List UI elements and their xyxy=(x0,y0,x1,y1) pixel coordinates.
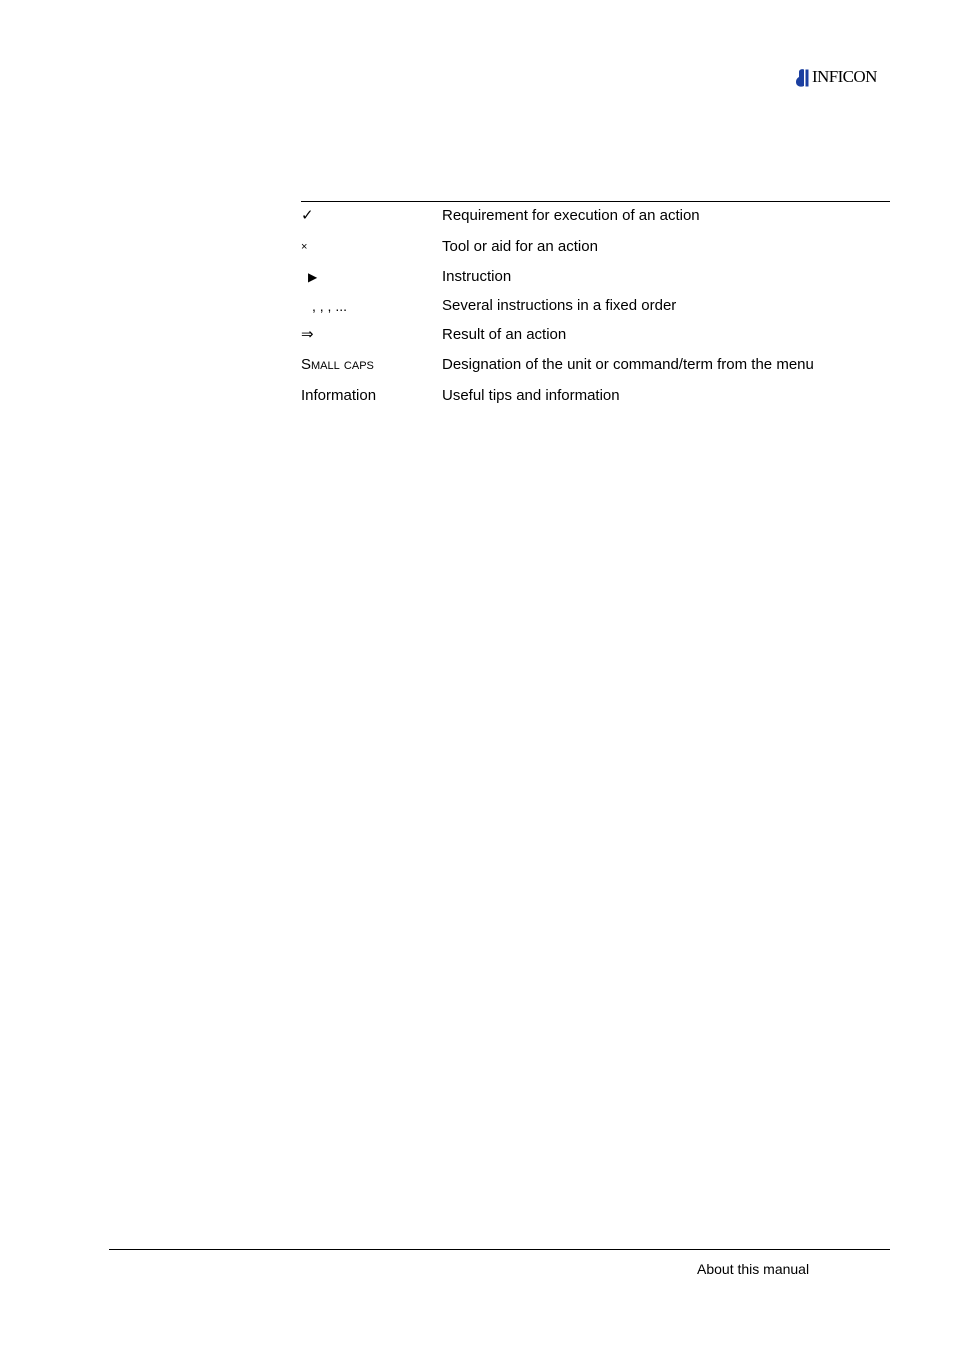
numbered-steps-symbol: , , , ... xyxy=(312,298,348,314)
play-arrow-icon: ▶ xyxy=(308,270,318,284)
legend-row-result xyxy=(301,324,890,346)
legend-description: Instruction xyxy=(442,268,512,285)
footer-section-title: About this manual xyxy=(697,1261,810,1277)
small-caps-label: Small caps xyxy=(301,356,374,373)
legend-row-small-caps xyxy=(301,354,890,376)
legend-description: Tool or aid for an action xyxy=(442,238,598,255)
logo-text: INFICON xyxy=(812,67,877,86)
legend-description: Useful tips and information xyxy=(442,387,620,404)
legend-row-tool xyxy=(301,236,890,258)
inficon-logo xyxy=(795,66,895,90)
footer-divider xyxy=(109,1249,890,1250)
symbol-legend-table xyxy=(301,201,890,404)
result-arrow-icon: ⇒ xyxy=(301,326,314,343)
legend-row-requirement xyxy=(301,205,890,227)
legend-row-steps xyxy=(301,295,890,317)
legend-description: Designation of the unit or command/term from the menu xyxy=(442,356,814,373)
legend-row-information xyxy=(301,385,890,407)
legend-description: Result of an action xyxy=(442,326,567,343)
checkmark-icon: ✓ xyxy=(301,207,314,224)
tool-cross-icon: × xyxy=(301,241,308,253)
legend-row-instruction xyxy=(301,266,890,288)
information-label: Information xyxy=(301,387,377,404)
legend-description: Several instructions in a fixed order xyxy=(442,297,677,314)
legend-description: Requirement for execution of an action xyxy=(442,207,700,224)
inficon-logo-mark-icon xyxy=(795,68,809,88)
